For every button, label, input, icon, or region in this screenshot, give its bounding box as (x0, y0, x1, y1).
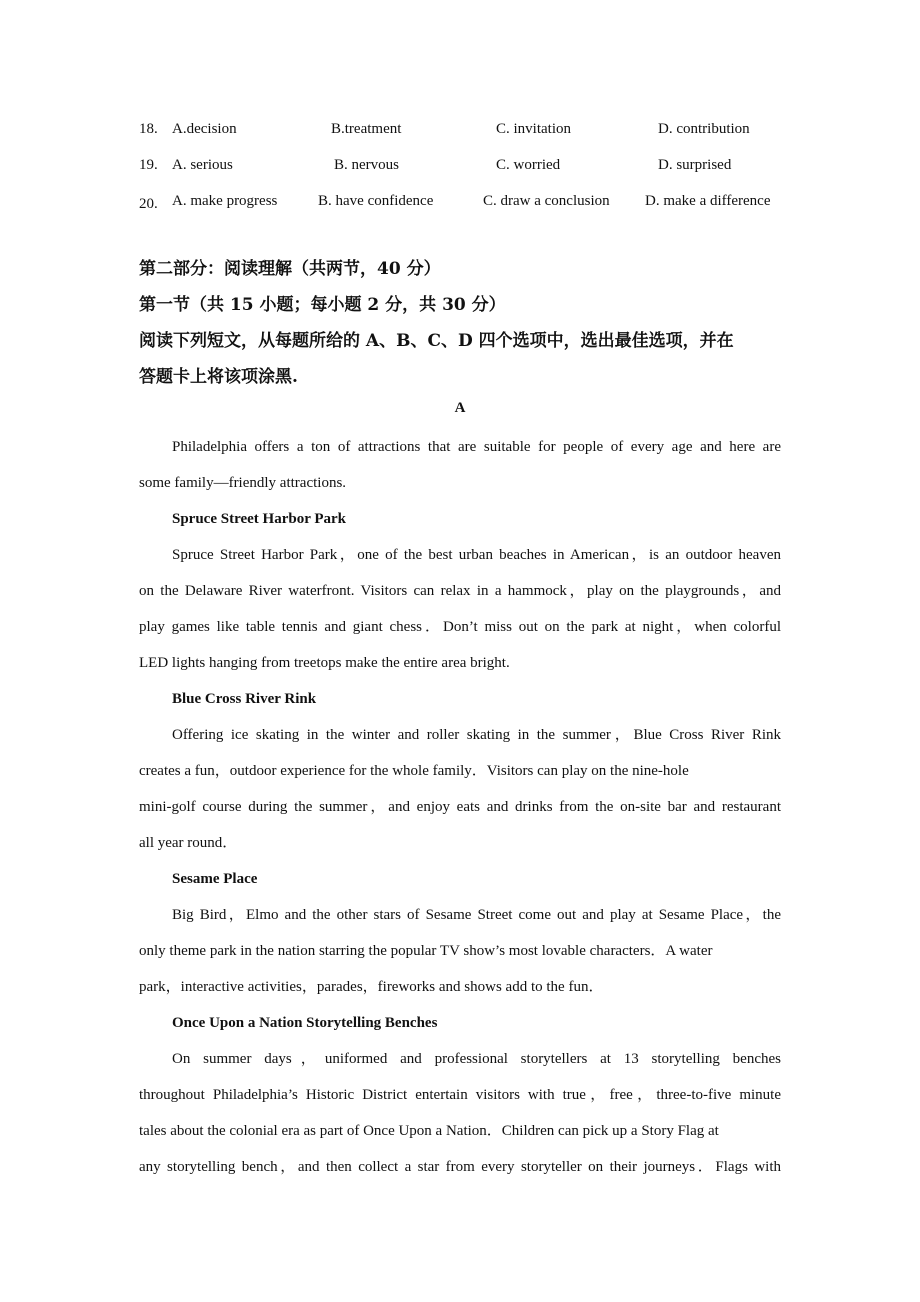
passage-line: Big Bird，Elmo and the other stars of Sesame Street come out and play at Sesame Place，the (172, 907, 781, 923)
section-heading: Once Upon a Nation Storytelling Benches (172, 1015, 438, 1031)
passage-line: Philadelphia offers a ton of attractions that are suitable for people of every age and here are (172, 439, 781, 455)
option-b: B.treatment (331, 121, 402, 137)
option-b: B. have confidence (318, 193, 434, 209)
passage-line: throughout Philadelphia’s Historic District entertain visitors with true，free，three-to-five minute (139, 1087, 781, 1103)
section-heading: Blue Cross River Rink (172, 691, 317, 707)
question-20 (0, 193, 920, 213)
passage-line: creates a fun，outdoor experience for the whole family．Visitors can play on the nine-hole (139, 763, 689, 779)
option-d: D. surprised (658, 157, 732, 173)
option-a: A. make progress (172, 193, 278, 209)
option-a: A.decision (172, 121, 237, 137)
passage-body (139, 436, 781, 1192)
passage-line: only theme park in the nation starring the popular TV show’s most lovable characters．A water (139, 943, 713, 959)
passage-line: Spruce Street Harbor Park，one of the best urban beaches in American，is an outdoor heaven (172, 547, 781, 563)
option-b: B. nervous (334, 157, 399, 173)
question-19 (0, 157, 920, 177)
passage-line: Offering ice skating in the winter and roller skating in the summer，Blue Cross River Rink (172, 727, 781, 743)
passage-line: all year round． (139, 835, 238, 851)
section-heading: Sesame Place (172, 871, 258, 887)
instruction-line-1: 阅读下列短文，从每题所给的 A、B、C、D 四个选项中，选出最佳选项，并在 (139, 331, 734, 351)
passage-label: A (454, 400, 466, 416)
option-d: D. make a difference (645, 193, 771, 209)
section-heading: Spruce Street Harbor Park (172, 511, 347, 527)
option-c: C. worried (496, 157, 561, 173)
instruction-line-2: 答题卡上将该项涂黑. (139, 367, 298, 387)
passage-line: park，interactive activities，parades，fireworks and shows add to the fun． (139, 979, 604, 995)
question-number: 20. (139, 196, 158, 212)
part-title: 第二部分：阅读理解（共两节，40 分） (139, 259, 441, 279)
passage-line: mini-golf course during the summer，and enjoy eats and drinks from the on-site bar and restaurant (139, 799, 781, 815)
option-a: A. serious (172, 157, 233, 173)
passage-line: play games like table tennis and giant chess．Don’t miss out on the park at night，when colorful (139, 619, 781, 635)
passage-line: any storytelling bench，and then collect a star from every storyteller on their journeys．Flags with (139, 1159, 781, 1175)
passage-line: LED lights hanging from treetops make the entire area bright. (139, 655, 510, 671)
question-number: 19. (139, 157, 158, 173)
question-18 (0, 121, 920, 141)
option-d: D. contribution (658, 121, 750, 137)
question-number: 18. (139, 121, 158, 137)
passage-line: on the Delaware River waterfront. Visitors can relax in a hammock，play on the playgrounds，and (139, 583, 781, 599)
passage-line: On summer days，uniformed and professional storytellers at 13 storytelling benches (172, 1051, 781, 1067)
passage-line: tales about the colonial era as part of Once Upon a Nation．Children can pick up a Story Flag at (139, 1123, 719, 1139)
option-c: C. invitation (496, 121, 571, 137)
subsection-title: 第一节（共 15 小题；每小题 2 分，共 30 分） (139, 295, 506, 315)
passage-line: some family—friendly attractions. (139, 475, 347, 491)
option-c: C. draw a conclusion (483, 193, 610, 209)
